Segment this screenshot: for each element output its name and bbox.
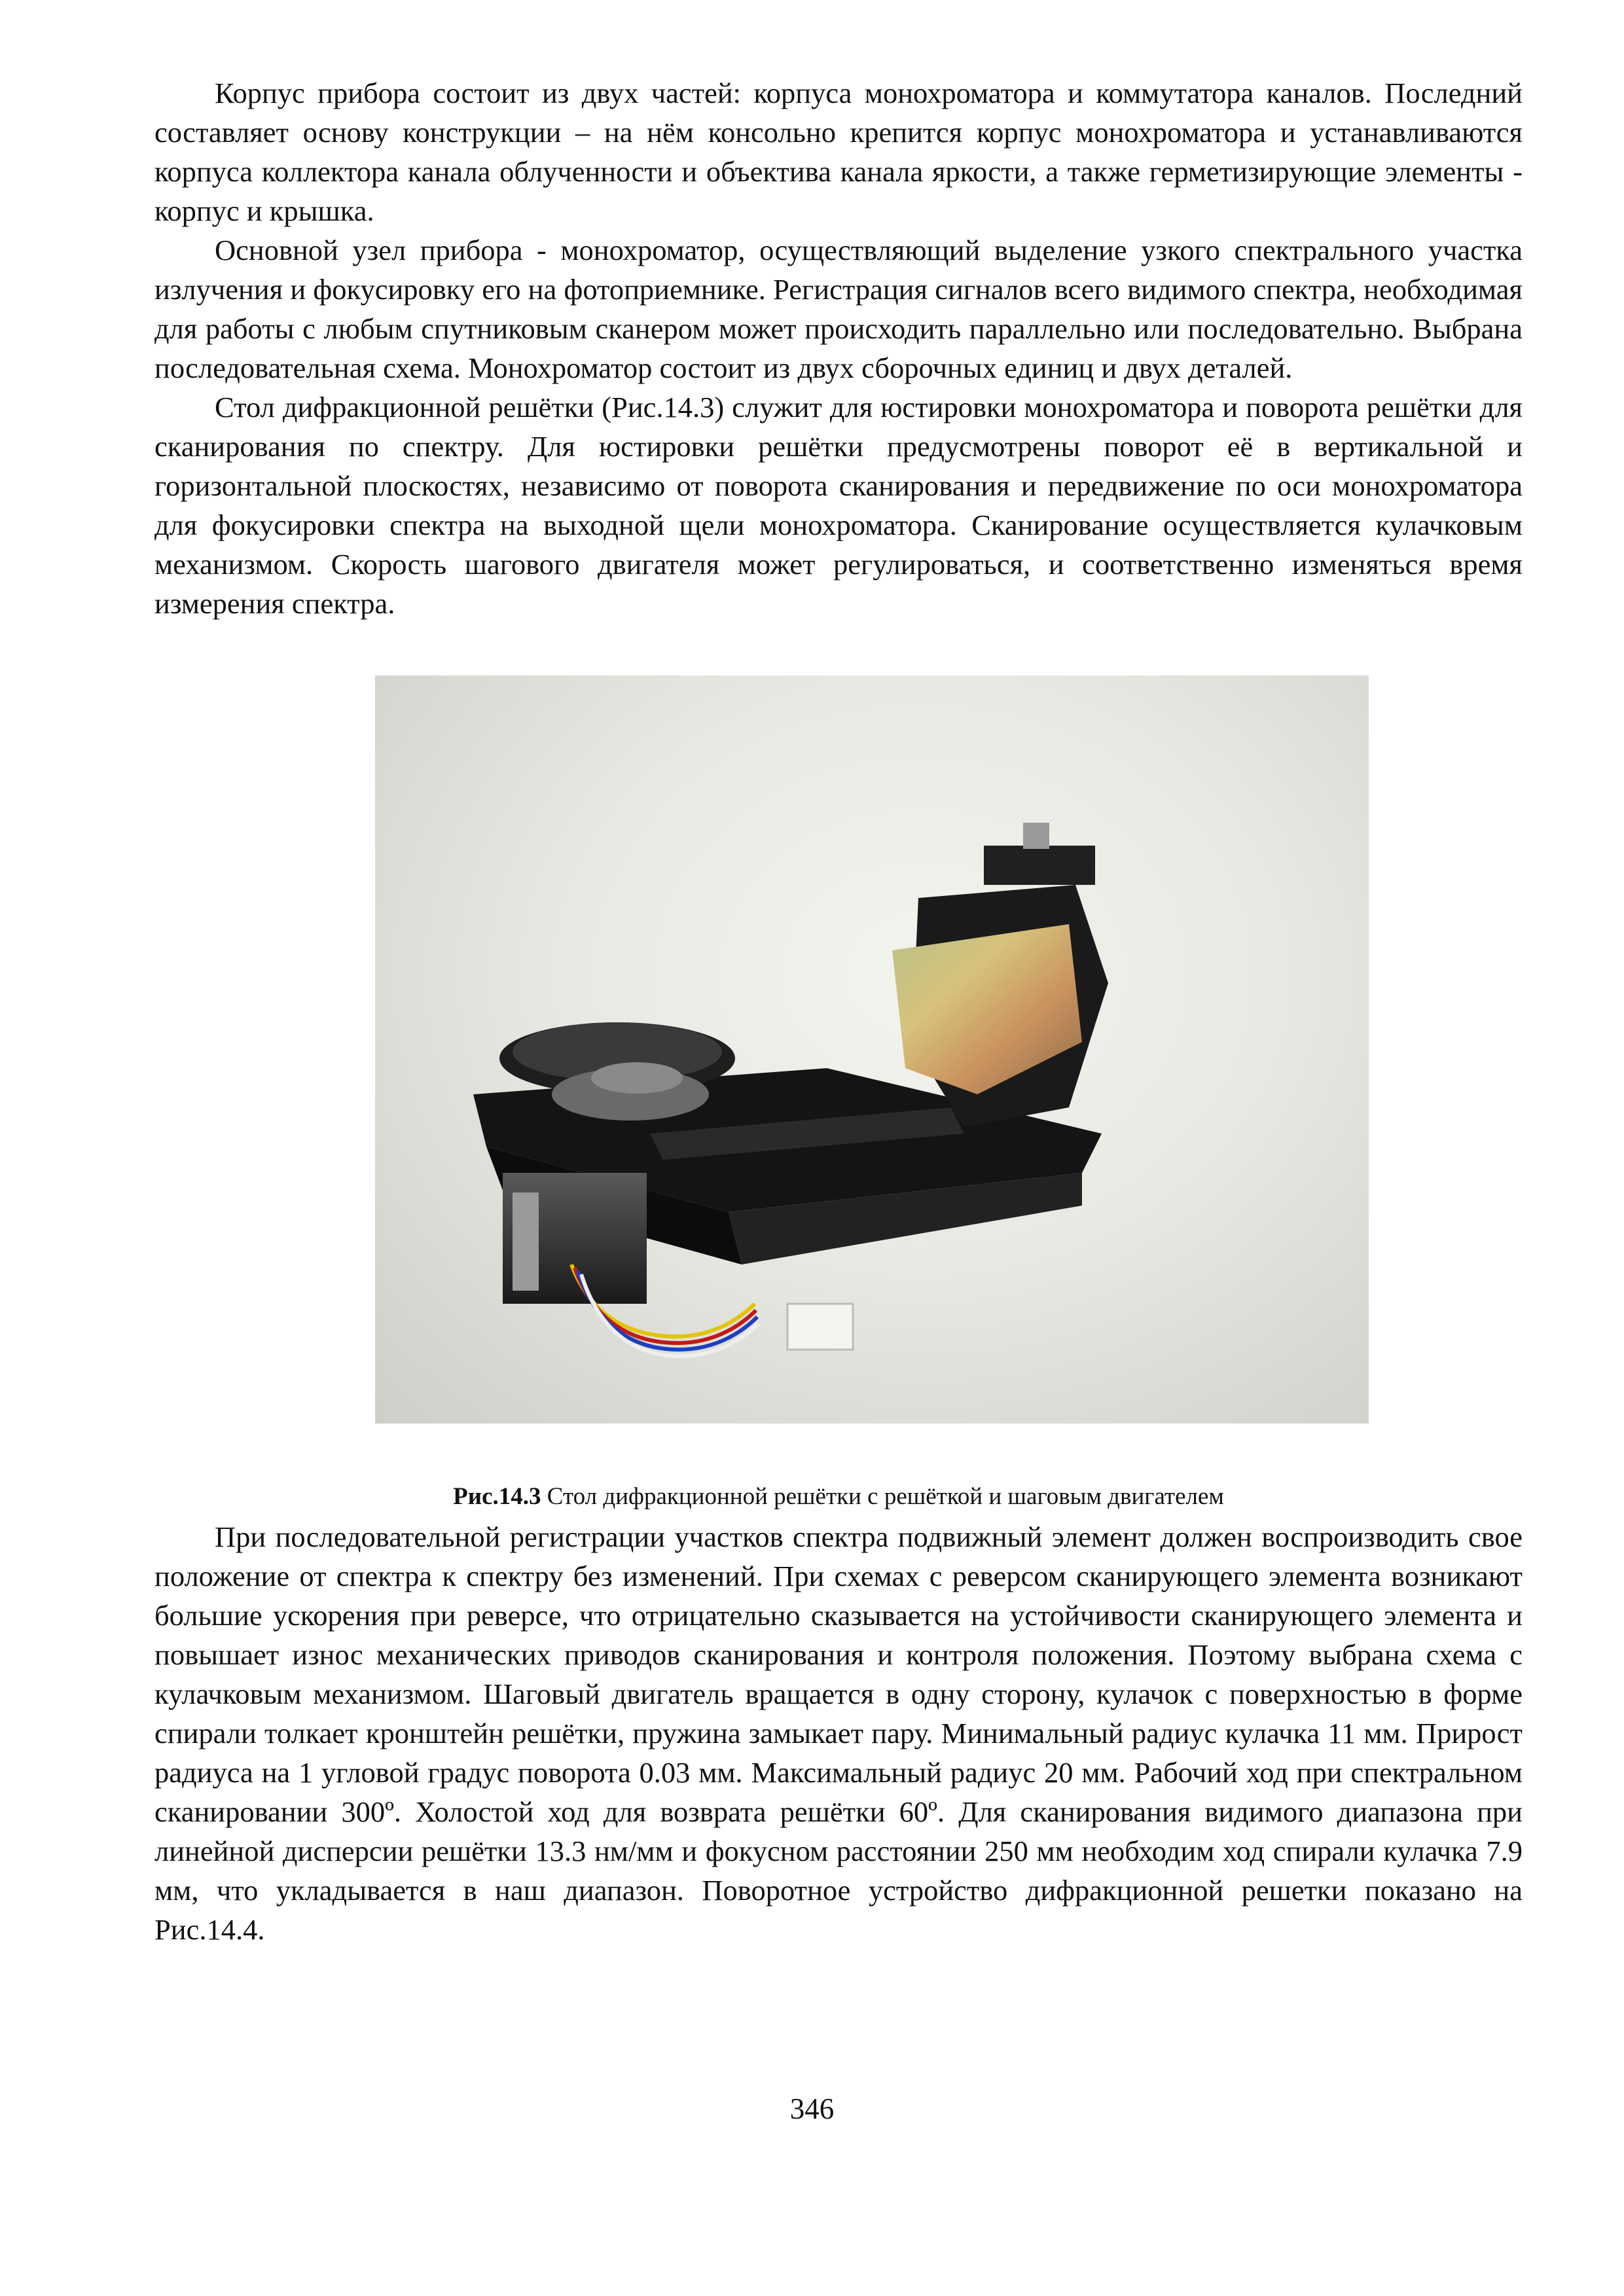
paragraph-housing: Корпус прибора состоит из двух частей: корпуса монохроматора и коммутатора каналов. Последний составляет основу конструкции – на нём консольно крепится корпус монохроматора и устанавливаются корпуса коллектора канала облученности и объектива канала яркости, а также герметизирующие элементы - корпус и крышка. [154,77,1523,227]
body-text-top [154,73,1523,623]
grating-table-illustration [375,675,1369,1424]
page-number: 346 [789,2092,835,2125]
body-text-bottom [154,1517,1523,1949]
paragraph-cam-mechanism: При последовательной регистрации участков спектра подвижный элемент должен воспроизводить свое положение от спектра к спектру без изменений. При схемах с реверсом сканирующего элемента возникают большие ускорения при реверсе, что отрицательно сказывается на устойчивости сканирующего элемента и повышает износ механических приводов сканирования и контроля положения. Поэтому выбрана схема с кулачковым механизмом. Шаговый двигатель вращается в одну сторону, кулачок с поверхностью в форме спирали толкает кронштейн решётки, пружина замыкает пару. Минимальный радиус кулачка 11 мм. Прирост радиуса на 1 угловой градус поворота 0.03 мм. Максимальный радиус 20 мм. Рабочий ход при спектральном сканировании 300º. Холостой ход для возврата решётки 60º. Для сканирования видимого диапазона при линейной дисперсии решётки 13.3 нм/мм и фокусном расстоянии 250 мм необходим ход спирали кулачка 7.9 мм, что укладывается в наш диапазон. Поворотное устройство дифракционной решетки показано на Рис.14.4. [154,1520,1523,1946]
figure-caption-text: Стол дифракционной решётки с решёткой и шаговым двигателем [541,1483,1224,1510]
wire-connector [787,1304,853,1350]
figure-caption [154,1482,1523,1511]
figure-caption-label: Рис.14.3 [453,1483,541,1510]
paragraph-monochromator: Основной узел прибора - монохроматор, осуществляющий выделение узкого спектрального участка излучения и фокусировку его на фотоприемнике. Регистрация сигналов всего видимого спектра, необходимая для работы с любым спутниковым сканером может происходить параллельно или последовательно. Выбрана последовательная схема. Монохроматор состоит из двух сборочных единиц и двух деталей. [154,234,1523,384]
figure-grating-table-photo [375,675,1369,1424]
paragraph-grating-table: Стол дифракционной решётки (Рис.14.3) служит для юстировки монохроматора и поворота решётки для сканирования по спектру. Для юстировки решётки предусмотрены поворот её в вертикальной и горизонтальной плоскостях, независимо от поворота сканирования и передвижение по оси монохроматора для фокусировки спектра на выходной щели монохроматора. Сканирование осуществляется кулачковым механизмом. Скорость шагового двигателя может регулироваться, и соответственно изменяться время измерения спектра. [154,391,1523,620]
